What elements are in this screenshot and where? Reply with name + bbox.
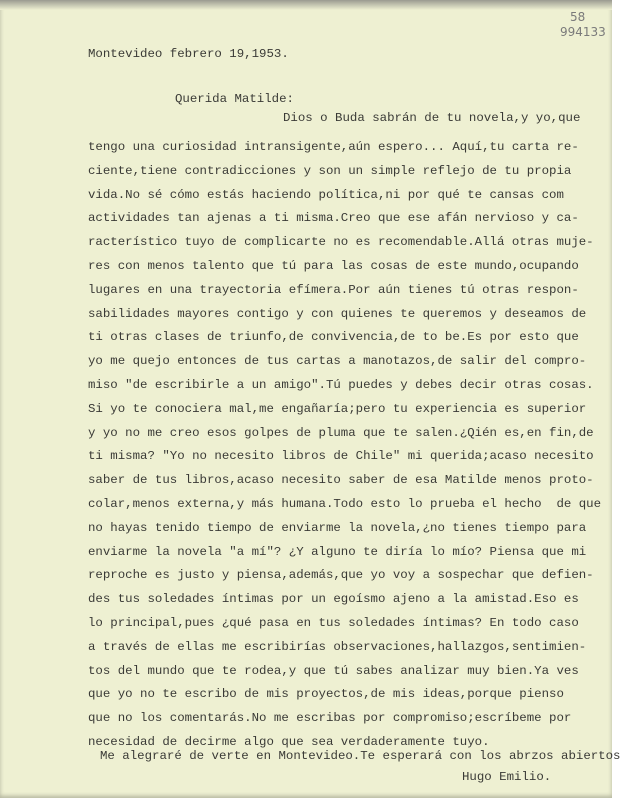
body-line: y yo no me creo esos golpes de pluma que te salen.¿Qién es,en fin,de [88, 425, 594, 440]
body-line: des tus soledades íntimas por un egoísmo ajeno a la amistad.Eso es [88, 592, 579, 607]
paper-edge-shadow [0, 0, 612, 10]
body-line: ti otras clases de triunfo,de convivencia,de to be.Es por esto que [88, 330, 579, 345]
closing-line: Me alegraré de verte en Montevideo.Te esperará con los abrzos abiertos [100, 749, 620, 763]
body-line: colar,menos externa,y más humana.Todo esto lo prueba el hecho de que [88, 497, 602, 511]
body-line: ciente,tiene contradicciones y son un simple reflejo de tu propia [88, 163, 572, 178]
date-line: Montevideo febrero 19,1953. [88, 47, 289, 61]
body-line: reproche es justo y piensa,además,que yo voy a sospechar que defien- [88, 568, 594, 583]
body-line: tengo una curiosidad intransigente,aún espero... Aquí,tu carta re- [88, 140, 579, 154]
body-line: enviarme la novela "a mí"? ¿Y alguno te diría lo mío? Piensa que mi [88, 544, 587, 559]
body-line: lugares en una trayectoria efímera.Por aún tienes tú otras respon- [88, 282, 579, 297]
body-line: Si yo te conociera mal,me engañaría;pero tu experiencia es superior [88, 401, 587, 416]
body-line: sabilidades mayores contigo y con quienes te queremos y deseamos de [88, 306, 587, 321]
body-line: vida.No sé cómo estás haciendo política,ni por qué te cansas com [88, 187, 564, 202]
body-line: tos del mundo que te rodea,y que tú sabes analizar muy bien.Ya ves [88, 663, 579, 678]
body-line: yo me quejo entonces de tus cartas a manotazos,de salir del compro- [88, 354, 587, 369]
signature: Hugo Emilio. [462, 770, 552, 784]
body-line: saber de tus libros,acaso necesito saber de esa Matilde menos proto- [88, 473, 594, 488]
body-line: no hayas tenido tiempo de enviarme la novela,¿no tienes tiempo para [88, 520, 587, 535]
body-line: res con menos talento que tú para las cosas de este mundo,ocupando [88, 259, 579, 273]
body-line: ti misma? "Yo no necesito libros de Chile" mi querida;acaso necesito [88, 449, 594, 464]
first-line: Dios o Buda sabrán de tu novela,y yo,que [283, 111, 581, 125]
body-line: actividades tan ajenas a ti misma.Creo que ese afán nervioso y ca- [88, 211, 579, 226]
body-line: a través de ellas me escribirías observaciones,hallazgos,sentimien- [88, 639, 587, 654]
salutation: Querida Matilde: [175, 92, 294, 106]
body-line: que no los comentarás.No me escribas por compromiso;escríbeme por [88, 711, 572, 726]
body-line: racterístico tuyo de complicarte no es recomendable.Allá otras muje- [88, 235, 594, 250]
body-line: que yo no te escribo de mis proyectos,de mis ideas,porque pienso [88, 687, 564, 702]
body-line: miso "de escribirle a un amigo".Tú puedes y debes decir otras cosas. [88, 378, 594, 392]
body-line: necesidad de decirme algo que sea verdaderamente tuyo. [88, 735, 490, 749]
body-line: lo principal,pues ¿qué pasa en tus soledades íntimas? En todo caso [88, 616, 579, 630]
archive-folio: 58 [570, 10, 586, 24]
archive-number: 994133 [560, 25, 606, 39]
